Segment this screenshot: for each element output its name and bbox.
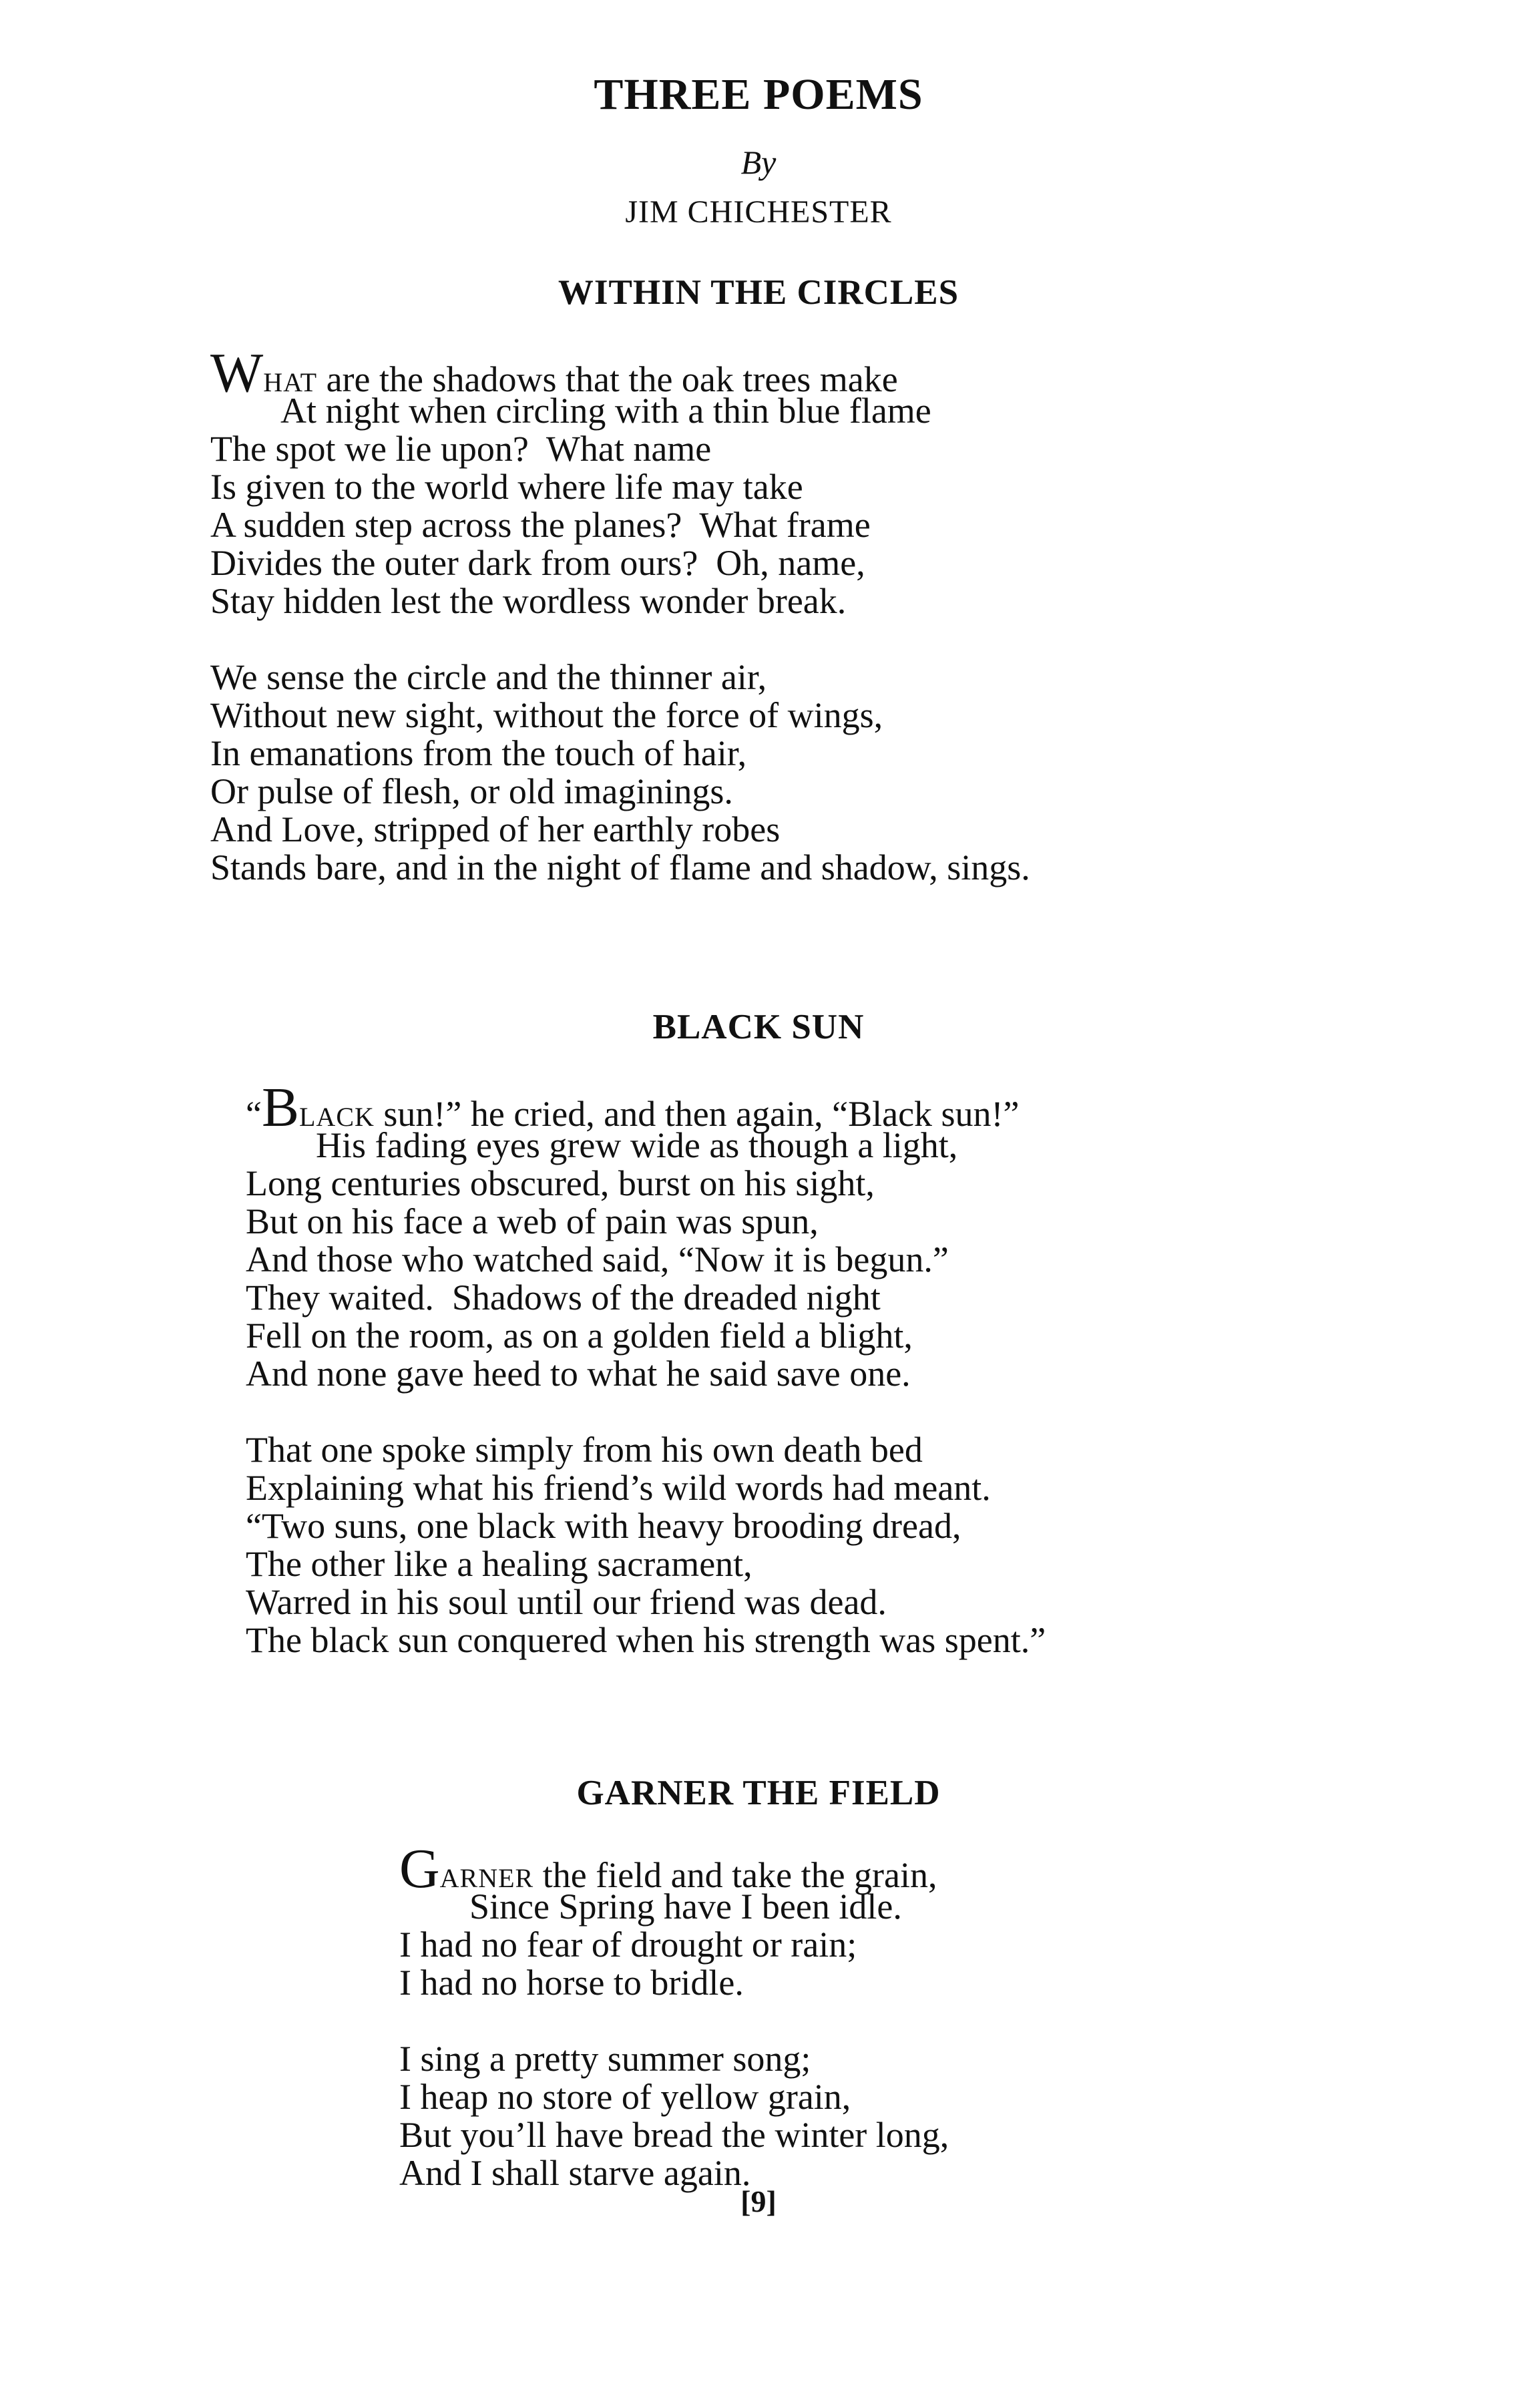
poem-line: I had no horse to bridle.: [399, 1963, 744, 2003]
byline: By: [740, 144, 777, 181]
open-quote: “: [246, 1094, 262, 1134]
first-line-text: the field and take the grain,: [533, 1855, 937, 1895]
poem-line: Warred in his soul until our friend was dead.: [246, 1582, 887, 1622]
poem-line: The other like a healing sacrament,: [246, 1544, 752, 1584]
poem-title-garner-the-field: GARNER THE FIELD: [576, 1774, 941, 1812]
poem-line: [210, 342, 1030, 404]
poem-within-the-circles: [210, 342, 1030, 887]
poem-line: Divides the outer dark from ours? Oh, name,: [210, 543, 865, 583]
poem-garner-the-field: [399, 1838, 949, 2193]
poem-line: And none gave heed to what he said save one.: [246, 1354, 911, 1394]
poem-line: Stands bare, and in the night of flame and shadow, sings.: [210, 847, 1030, 887]
author-name: JIM CHICHESTER: [625, 194, 892, 230]
small-caps-word: ARNER: [439, 1863, 534, 1893]
poem-line: Long centuries obscured, burst on his sight,: [246, 1163, 875, 1203]
poem-line: I had no fear of drought or rain;: [399, 1925, 857, 1965]
poem-line: That one spoke simply from his own death bed: [246, 1430, 923, 1470]
poem-line: At night when circling with a thin blue flame: [280, 391, 931, 431]
first-line-text: are the shadows that the oak trees make: [317, 359, 898, 399]
poem-line: And those who watched said, “Now it is begun.”: [246, 1239, 949, 1279]
poem-line: Fell on the room, as on a golden field a blight,: [246, 1316, 913, 1356]
poem-line: I heap no store of yellow grain,: [399, 2077, 851, 2117]
poem-line: [399, 1838, 949, 1900]
small-caps-word: LACK: [299, 1102, 375, 1132]
poem-line: Stay hidden lest the wordless wonder break.: [210, 581, 847, 621]
poem-line: The spot we lie upon? What name: [210, 429, 712, 469]
poem-line: Or pulse of flesh, or old imaginings.: [210, 771, 733, 811]
poem-black-sun: [246, 1076, 1046, 1660]
stanza-break: [210, 620, 1030, 658]
poem-line: They waited. Shadows of the dreaded night: [246, 1277, 881, 1318]
drop-cap: B: [261, 1076, 299, 1139]
drop-cap: W: [210, 342, 264, 404]
stanza-break: [399, 2002, 949, 2040]
page-number: [9]: [740, 2184, 777, 2218]
poem-line: In emanations from the touch of hair,: [210, 733, 747, 773]
poem-line: The black sun conquered when his strength was spent.”: [246, 1620, 1046, 1660]
page-title: THREE POEMS: [594, 70, 923, 119]
poem-line: Since Spring have I been idle.: [469, 1886, 902, 1927]
poem-line: A sudden step across the planes? What frame: [210, 505, 871, 545]
poem-line: Is given to the world where life may take: [210, 467, 803, 507]
stanza-break: [246, 1393, 1046, 1431]
small-caps-word: HAT: [263, 367, 318, 397]
poem-title-within-the-circles: WITHIN THE CIRCLES: [558, 273, 959, 312]
poem-title-black-sun: BLACK SUN: [652, 1008, 865, 1046]
poem-line: And Love, stripped of her earthly robes: [210, 809, 781, 849]
first-line-text: sun!” he cried, and then again, “Black sun!”: [374, 1094, 1020, 1134]
poem-line: [246, 1076, 1046, 1139]
poem-line: Without new sight, without the force of wings,: [210, 695, 883, 735]
poem-line: We sense the circle and the thinner air,: [210, 657, 767, 697]
poem-line: And I shall starve again.: [399, 2153, 751, 2193]
poem-line: “Two suns, one black with heavy brooding dread,: [246, 1506, 961, 1546]
poem-line: Explaining what his friend’s wild words had meant.: [246, 1468, 991, 1508]
poem-line: I sing a pretty summer song;: [399, 2039, 811, 2079]
drop-cap: G: [399, 1838, 440, 1900]
poem-line: But you’ll have bread the winter long,: [399, 2115, 949, 2155]
poem-line: But on his face a web of pain was spun,: [246, 1201, 819, 1241]
poem-line: His fading eyes grew wide as though a light,: [316, 1125, 958, 1165]
